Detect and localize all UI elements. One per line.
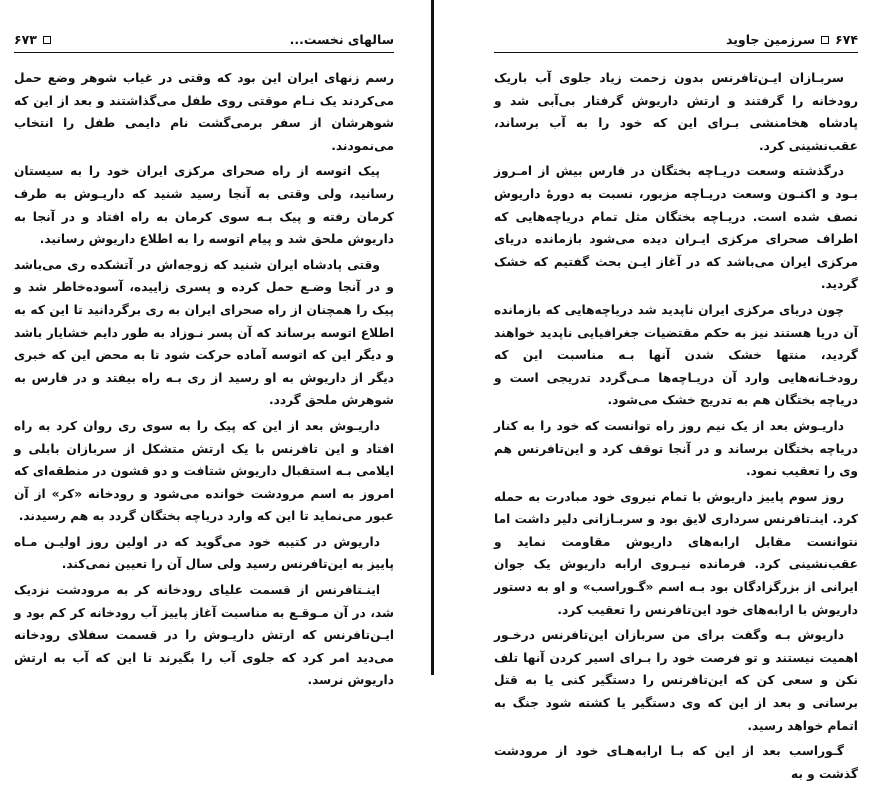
paragraph: اینـتافرنس از قسمت علیای رودخانه کر به مرودشت نزدیک شد، در آن مـوقـع به مناسبت آغاز پاییز آب رودخانه کر کم بود و ایـن‌تافرنس که ارتش داریـوش را در قسمت سفلای رودخانه می‌دید امر کرد که جلوی آب را بگیرند تا این که آب به ارتش داریوش نرسد.	[14, 583, 394, 688]
running-head	[494, 28, 858, 53]
left-page	[0, 0, 432, 688]
running-head-number-group	[726, 28, 858, 52]
running-head-title: سرزمین جاوید	[726, 32, 816, 47]
paragraph: رسم زنهای ایران این بود که وقتی در غیاب شوهر وضع حمل می‌کردند یک نـام موقتی روی طفل می‌گذاشتند و بعد از این که شوهرشان از سفر برمی‌گشت نام دایمی طفل را انتخاب می‌نمودند.	[14, 71, 394, 153]
right-page	[436, 0, 872, 781]
paragraph: درگذشته وسعت دریـاچه بختگان در فارس بیش از امـروز بـود و اکنـون وسعت دریـاچه مزبور، نسبت به دورهٔ داریوش نصف شده است. دریـاچه بختگان مثل تمام دریاچه‌هایی که اطراف صحرای مرکزی ایـران دیده می‌شود بازمانده دریای مرکزی ایران می‌باشد که در آغاز ایـن بحث گفتیم که خشک گردید.	[494, 164, 858, 292]
paragraph: گـوراسب بعد از این که بـا ارابه‌هـای خود از مرودشت گذشت و به	[494, 744, 858, 781]
running-head	[14, 28, 394, 53]
running-head-number-group	[14, 28, 51, 52]
running-head-title: سالهای نخست...	[289, 32, 394, 47]
paragraph: چون دریای مرکزی ایران ناپدید شد دریاچه‌هایی که بازمانده آن دریا هستند نیز به حکم مقتضیات جغرافیایی ناپدید خواهند گردید، منتها خشک شدن آنها بـه مناسبت این که رودخـانه‌هایی وارد آن دریـاچه‌ها مـی‌گردد تدریجی است و دریاچه بختگان هم به تدریج خشک می‌شود.	[494, 302, 858, 408]
running-head-title-group	[290, 28, 394, 52]
page-number: ۶۷۳	[14, 32, 37, 47]
paragraph: داریوش در کتیبه خود می‌گوید که در اولین روز اولیـن مـاه پاییز به این‌تافرنس رسید ولی سال آن را تعیین نمی‌کند.	[14, 534, 394, 572]
square-ornament-icon	[43, 36, 51, 44]
book-spine-divider	[431, 0, 434, 675]
paragraph: روز سوم پاییز داریوش با تمام نیروی خود مبادرت به حمله کرد. اینـ‌تافرنس سرداری لایق بود و سربـازانی دلیر داشت اما نتوانست مقابل ارابه‌های داریوش مقاومت نماید و عقب‌نشینی کرد. فرمانده نیـروی ارابه داریوش یک جوان ایرانی از بزرگزادگان بود بـه اسم «گـوراسب» و او به دستور داریوش با ارابه‌های خود این‌تافرنس را تعقیب کرد.	[494, 489, 858, 617]
page-number: ۶۷۴	[835, 32, 858, 47]
paragraph: داریوش بـه وگفت برای من سربازان این‌تافرنس درخـور اهمیت نیستند و تو فرصت خود را بـرای اسیر کردن آنها تلف نکن و سعی کن که این‌تافرنس را دستگیر کنی یا به قتل برسانی و بعد از این که وی دستگیر یا کشته شود جنگ به اتمام خواهد رسید.	[494, 628, 858, 733]
paragraph: پیک اتوسه از راه صحرای مرکزی ایران خود را به سیستان رسانید، ولی وقتی به آنجا رسید شنید که داریـوش به طرف کرمان رفته و پیک بـه سوی کرمان به راه افتاد و در آنجا به داریوش ملحق شد و پیام اتوسه را به اطلاع داریوش رسانید.	[14, 164, 394, 247]
paragraph: داریـوش بعد از یک نیم روز راه توانست که خود را به کنار دریاچه بختگان برساند و در آنجا توقف کرد و این‌تافرنس هم وی را تعقیب نمود.	[494, 418, 858, 479]
paragraph: وقتی پادشاه ایران شنید که زوجه‌اش در آتشکده ری می‌باشد و در آنجا وضـع حمل کرده و پسری زاییده، آسوده‌خاطر شد و پیک را همچنان از راه صحرای ایران به ری برگردانید تا این که به اطلاع اتوسه برساند که آن پسر نـوزاد به طور دایم خشایار باشد و دیگر این که اتوسه آماده حرکت شود تا به محض این که خبری دیگر از داریوش به او رسید از ری بـه راه بیفتد و در فارس به شوهرش ملحق گردد.	[14, 257, 394, 408]
paragraph: سربـازان ایـن‌تافرنس بدون زحمت زیاد جلوی آب باریک رودخانه را گرفتند و ارتش داریوش گرفتار بی‌آبی شد و پادشاه هخامنشی بـرای این که خود را به آب برساند، عقب‌نشینی کرد.	[494, 71, 858, 153]
square-ornament-icon	[821, 36, 829, 44]
paragraph: داریـوش بعد از این که پیک را به سوی ری روان کرد به راه افتاد و این تافرنس با یک ارتش متشکل از سربازان بابلی و ایلامی بـه استقبال داریوش شتافت و دو قشون در منطقه‌ای که امروز به اسم مرودشت خوانده می‌شود و رودخانه «کر» از آن عبور می‌نماید تا این که وارد دریاچه بختگان گردد به هم رسیدند.	[14, 418, 394, 524]
